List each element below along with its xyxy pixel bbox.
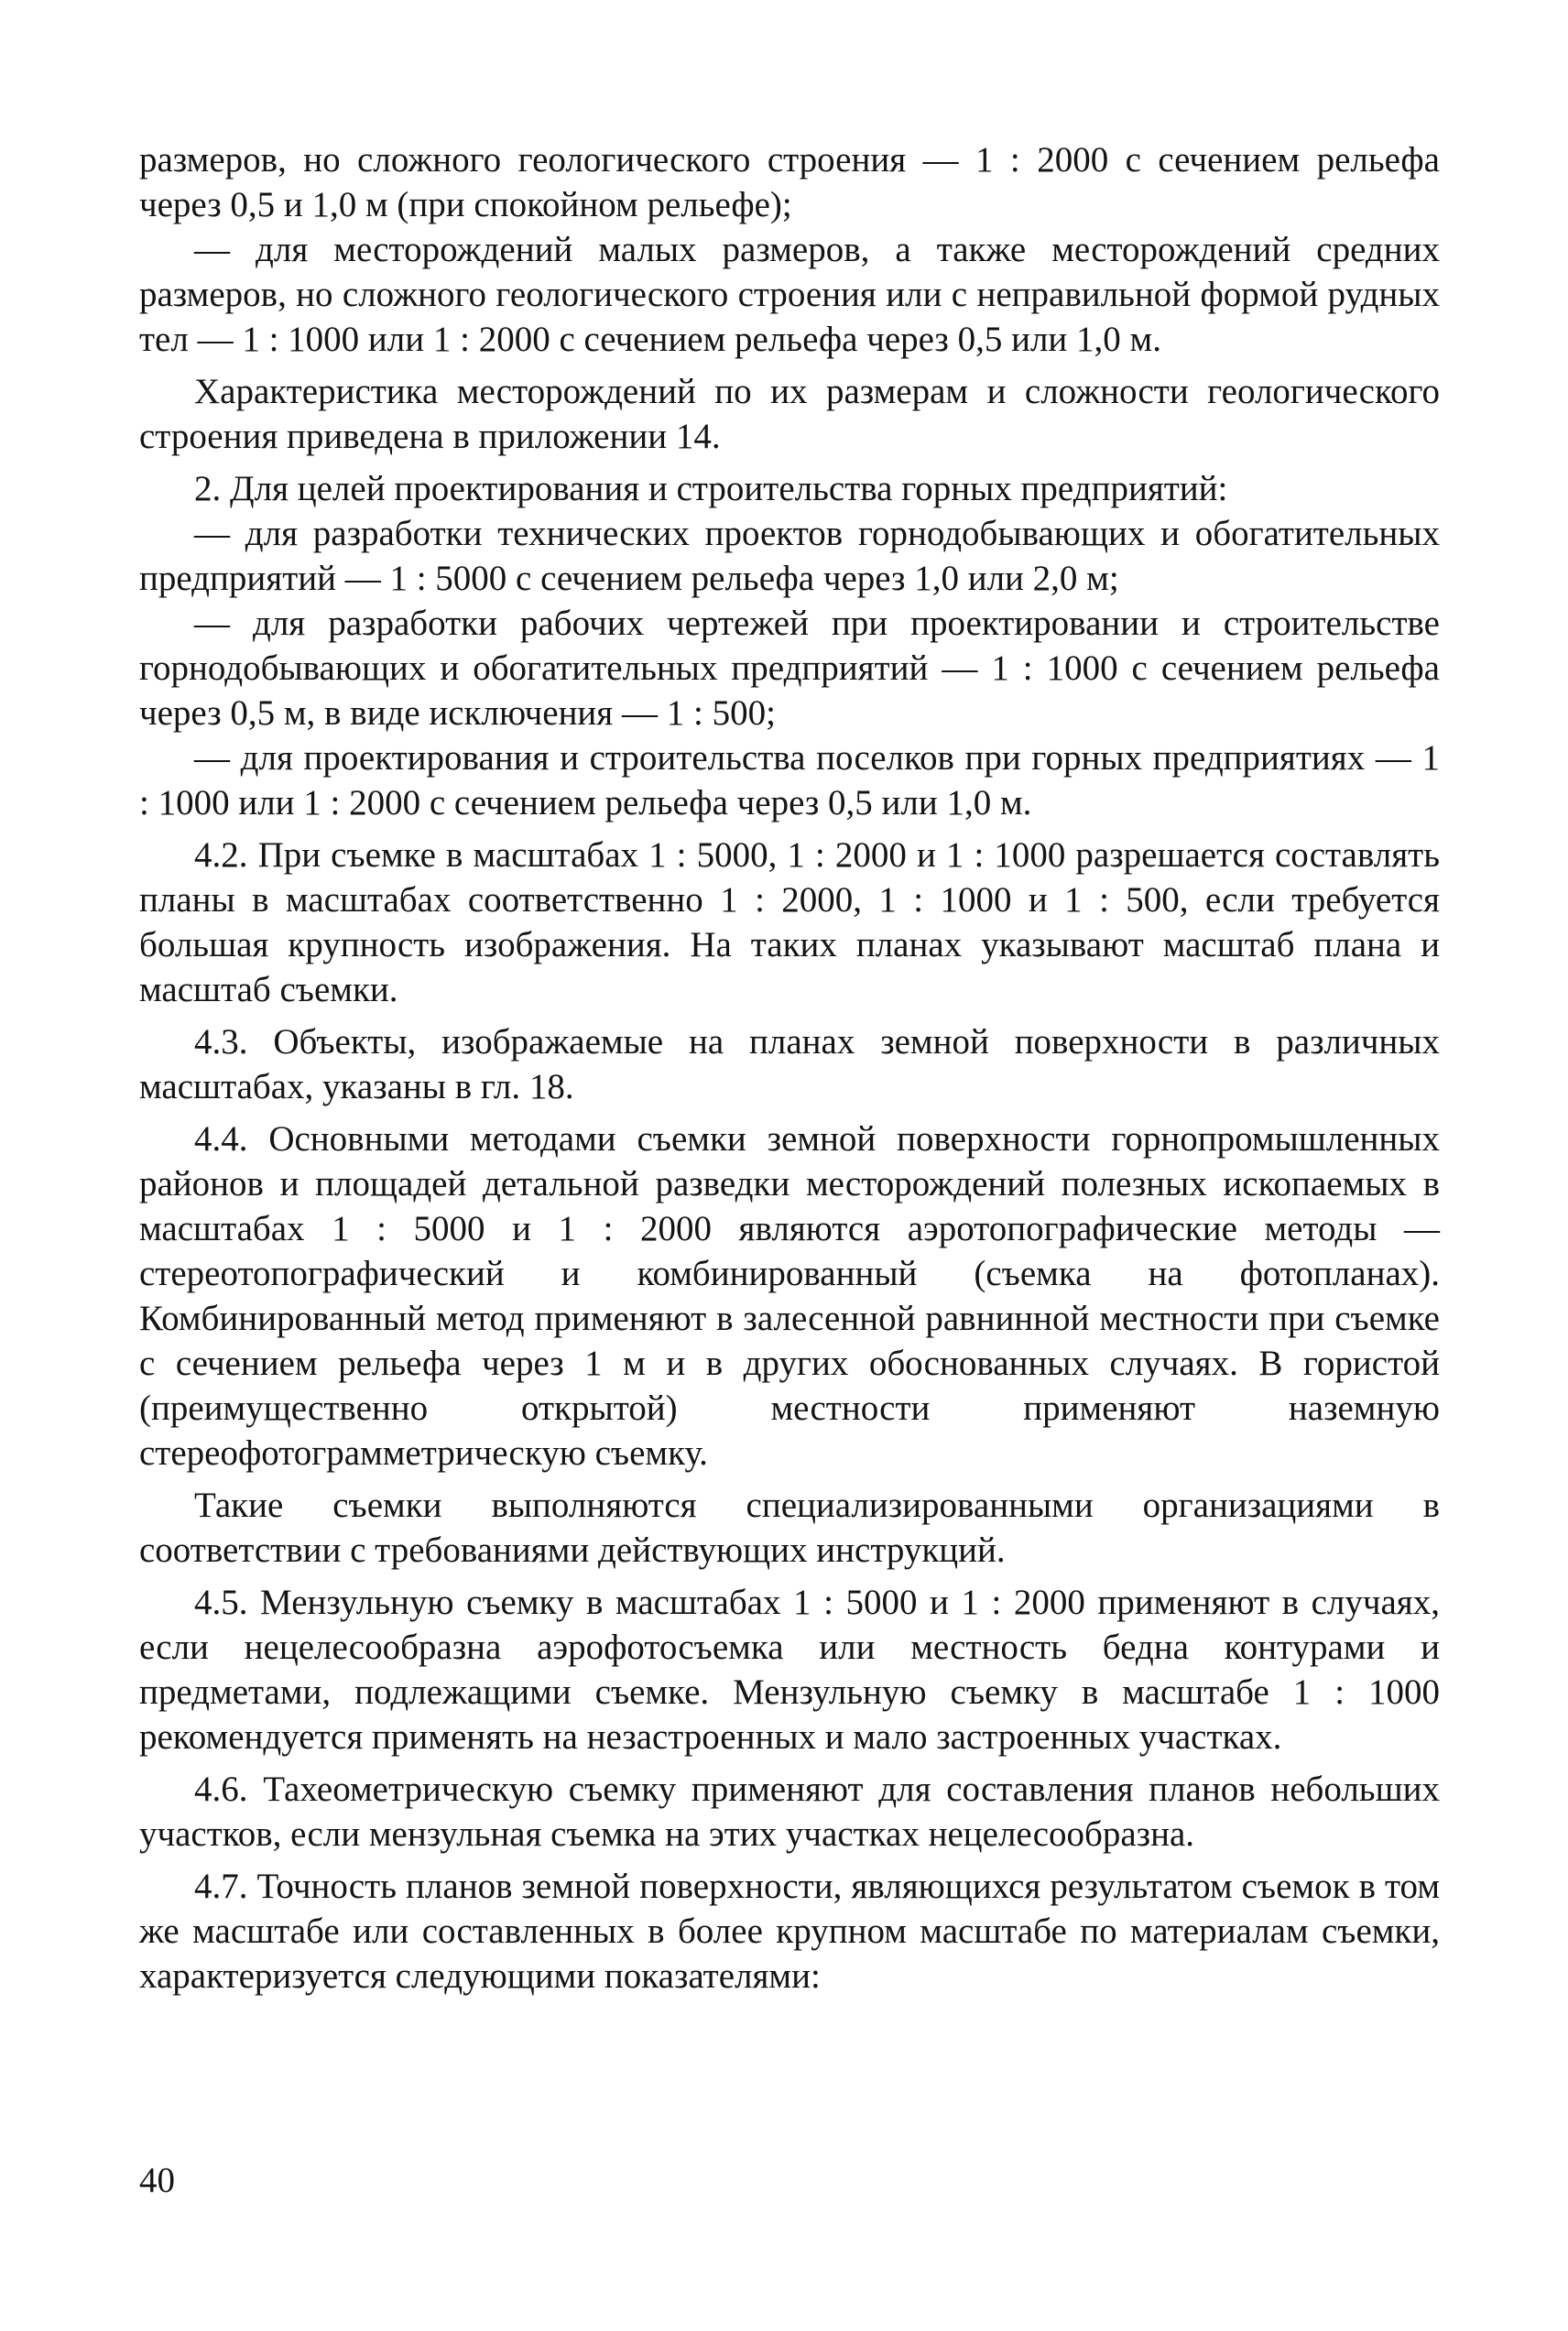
paragraph-working-drawings: — для разработки рабочих чертежей при проектировании и строительстве горнодобывающих и обогатительных предприятий — 1 : 1000 с сечением рельефа через 0,5 м, в виде исключения — 1 : 500; <box>139 604 1440 733</box>
paragraph-technical-projects: — для разработки технических проектов горнодобывающих и обогатительных предприятий — 1 : 5000 с сечением рельефа через 1,0 или 2,0 м; <box>139 514 1440 598</box>
page-number: 40 <box>139 2161 175 2200</box>
paragraph-4-5: 4.5. Мензульную съемку в масштабах 1 : 5000 и 1 : 2000 применяют в случаях, если нецелесообразна аэрофотосъемка или местность бедна контурами и предметами, подлежащими съемке. Мензульную съемку в масштабе 1 : 1000 рекомендуется применять на незастроенных и мало застроенных участках. <box>139 1583 1440 1757</box>
paragraph-4-2: 4.2. При съемке в масштабах 1 : 5000, 1 : 2000 и 1 : 1000 разрешается составлять планы в масштабах соответственно 1 : 2000, 1 : 1000 и 1 : 500, если требуется большая крупность изображения. На таких планах указывают масштаб плана и масштаб съемки. <box>139 835 1440 1009</box>
paragraph-4-4: 4.4. Основными методами съемки земной поверхности горнопромышленных районов и площадей детальной разведки месторождений полезных ископаемых в масштабах 1 : 5000 и 1 : 2000 являются аэротопографические методы — стереотопографический и комбинированный (съемка на фотопланах). Комбинированный метод применяют в залесенной равнинной местности при съемке с сечением рельефа через 1 м и в других обоснованных случаях. В гористой (преимущественно открытой) местности применяют наземную стереофотограмметрическую съемку. <box>139 1119 1440 1473</box>
paragraph-item-2: 2. Для целей проектирования и строительства горных предприятий: <box>194 469 1228 508</box>
paragraph-4-6: 4.6. Тахеометрическую съемку применяют для составления планов небольших участков, если мензульная съемка на этих участках нецелесообразна. <box>139 1770 1440 1854</box>
paragraph-special-organizations: Такие съемки выполняются специализированными организациями в соответствии с требованиями действующих инструкций. <box>139 1486 1440 1570</box>
paragraph-settlements: — для проектирования и строительства поселков при горных предприятиях — 1 : 1000 или 1 : 2000 с сечением рельефа через 0,5 или 1,0 м. <box>139 738 1440 822</box>
paragraph-4-3: 4.3. Объекты, изображаемые на планах земной поверхности в различных масштабах, указаны в гл. 18. <box>139 1022 1440 1106</box>
document-body <box>139 137 1440 1999</box>
paragraph-characteristics: Характеристика месторождений по их размерам и сложности геологического строения приведена в приложении 14. <box>139 372 1440 456</box>
paragraph-small-deposits: — для месторождений малых размеров, а также месторождений средних размеров, но сложного геологического строения или с неправильной формой рудных тел — 1 : 1000 или 1 : 2000 с сечением рельефа через 0,5 или 1,0 м. <box>139 230 1440 359</box>
paragraph-continuation: размеров, но сложного геологического строения — 1 : 2000 с сечением рельефа через 0,5 и 1,0 м (при спокойном рельефе); <box>139 140 1440 224</box>
paragraph-4-7: 4.7. Точность планов земной поверхности, являющихся результатом съемок в том же масштабе или составленных в более крупном масштабе по материалам съемки, характеризуется следующими показателями: <box>139 1867 1440 1996</box>
